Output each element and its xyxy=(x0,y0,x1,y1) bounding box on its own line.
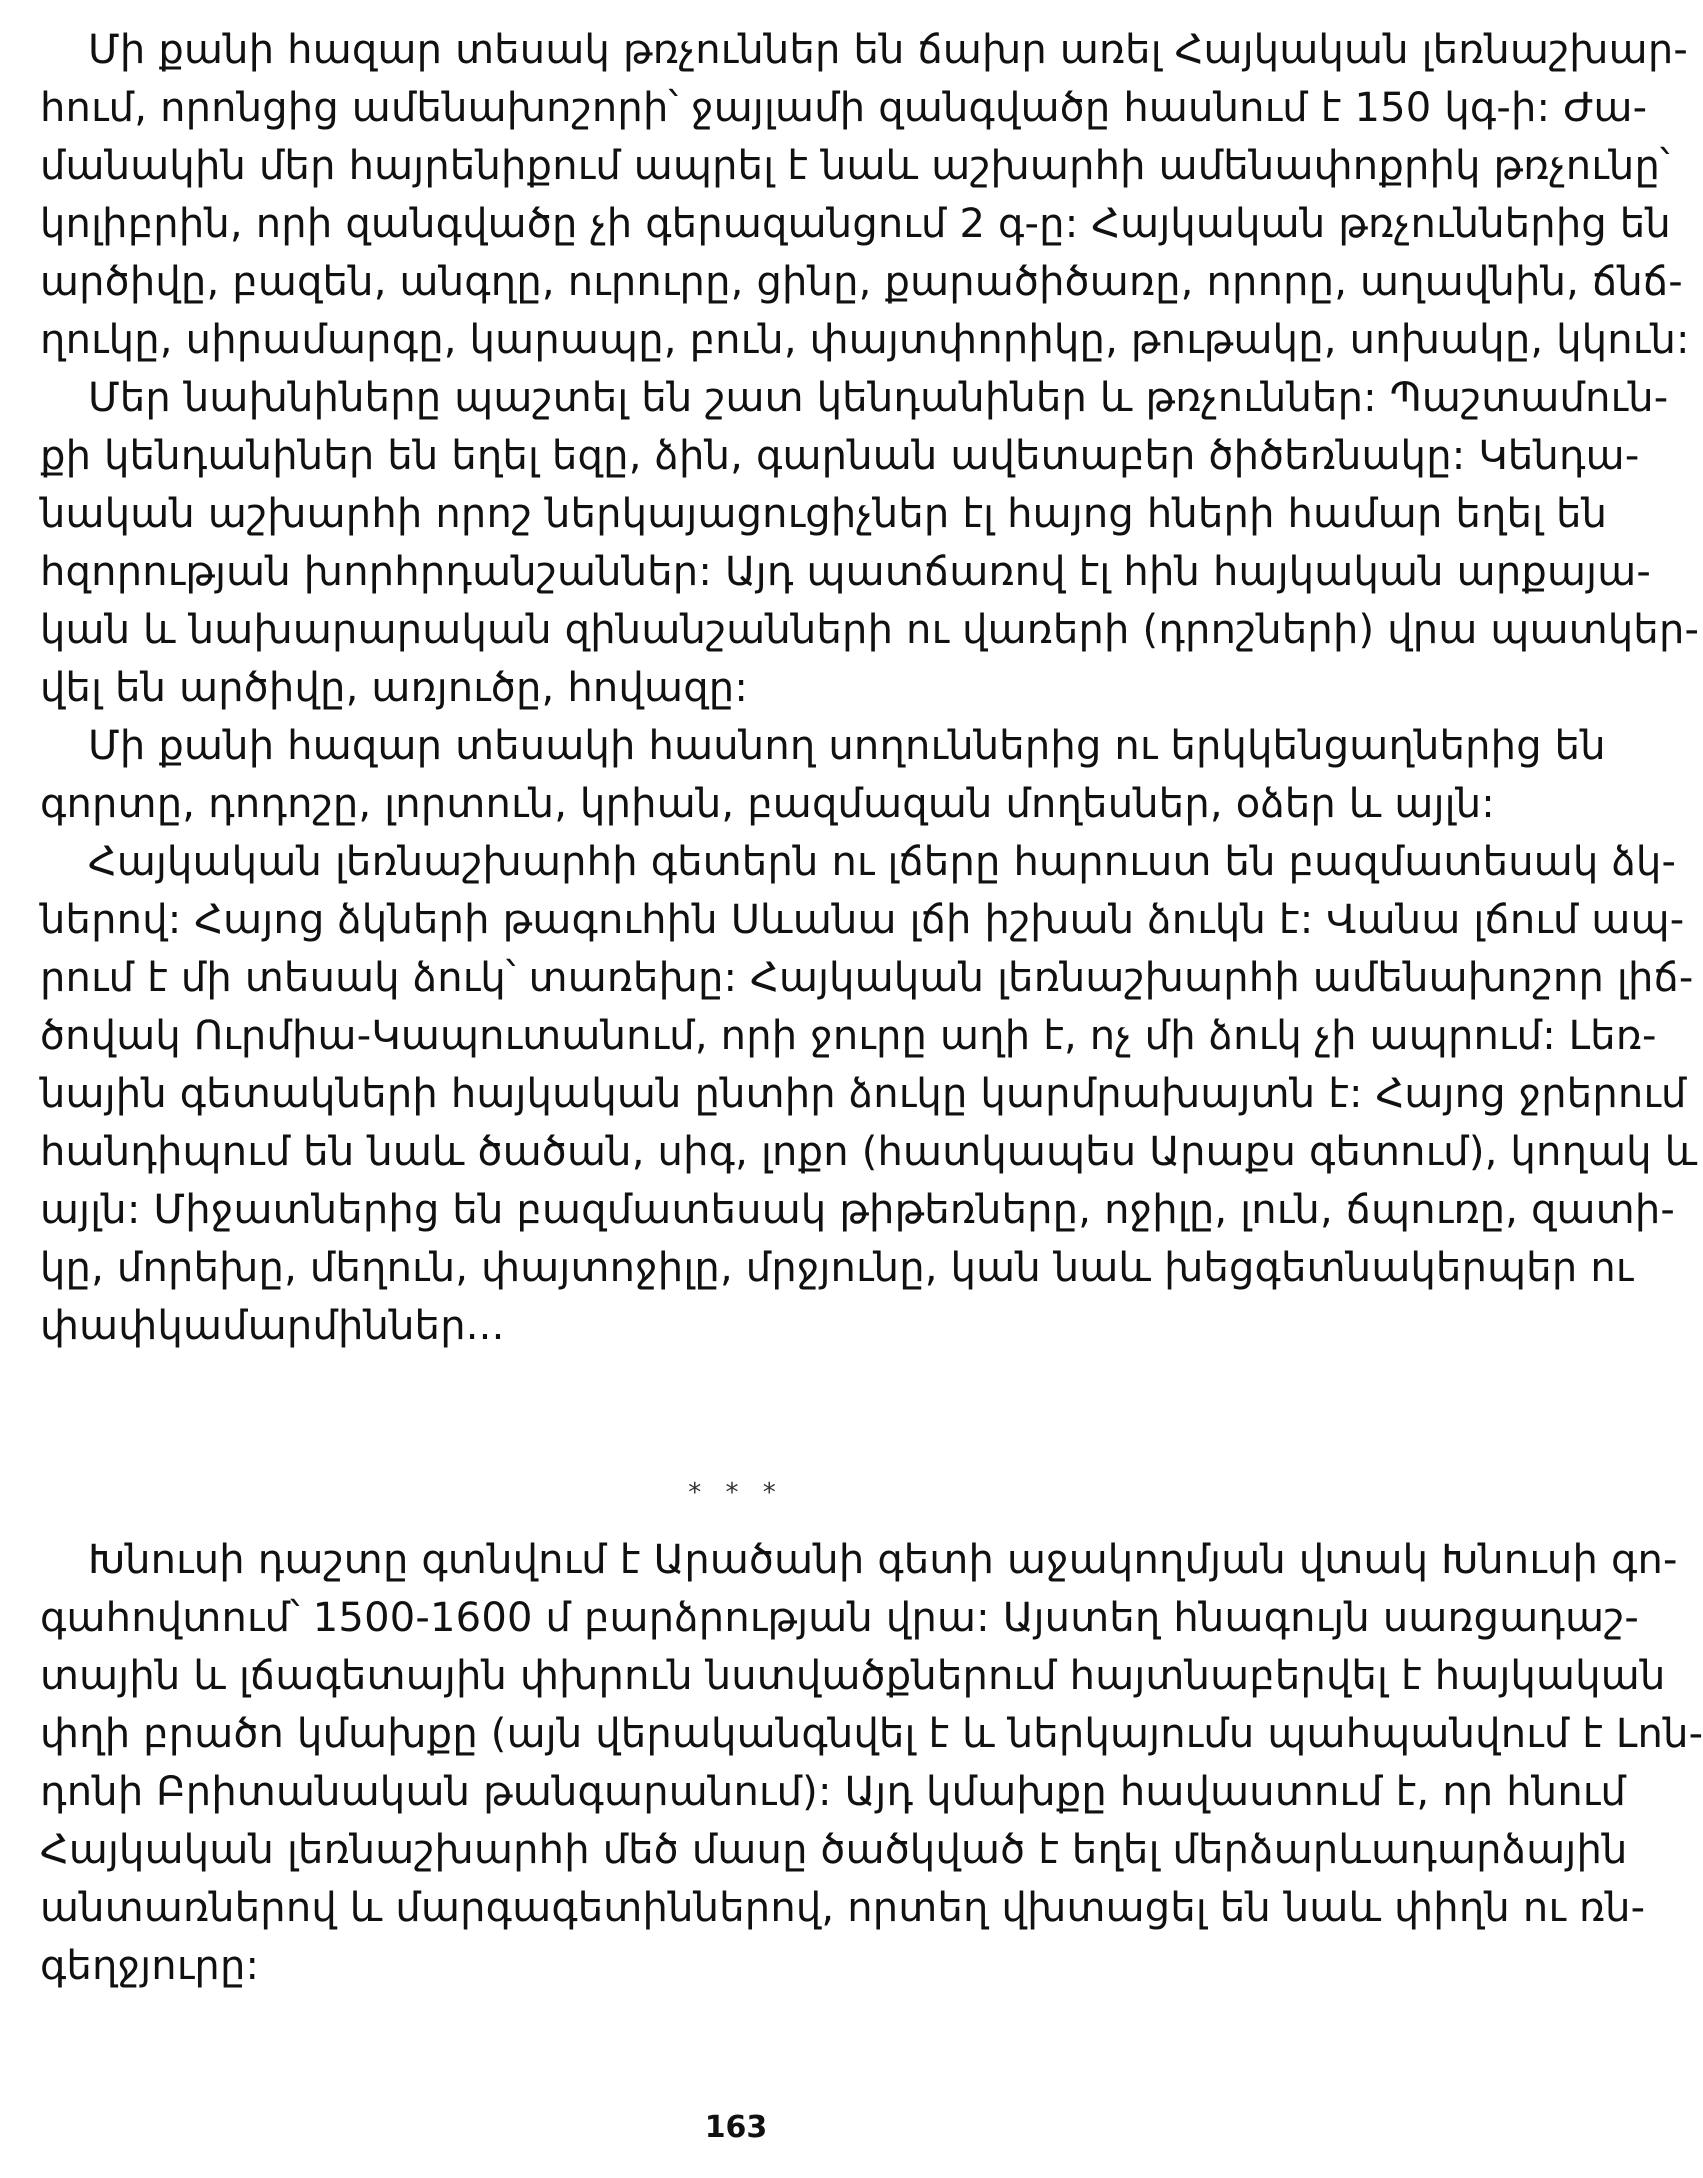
text-line: քի կենդանիներ են եղել եզը, ձին, գարնան ավետաբեր ծիծեռնակը: Կենդա- xyxy=(40,433,1640,479)
text-line: անտառներով և մարգագետիններով, որտեղ վխտացել են նաև փիղն ու ռն- xyxy=(40,1885,1646,1931)
text-line: Մեր նախնիները պաշտել են շատ կենդանիներ և թռչուններ: Պաշտամուն- xyxy=(88,375,1669,421)
text-line: հզորության խորհրդանշաններ: Այդ պատճառով էլ հին հայկական արքայա- xyxy=(40,549,1652,595)
text-line: ղուկը, սիրամարգը, կարապը, բուն, փայտփորիկը, թութակը, սոխակը, կկուն: xyxy=(40,317,1690,363)
text-line: դոնի Բրիտանական թանգարանում): Այդ կմախքը հավաստում է, որ հնում xyxy=(40,1769,1627,1815)
text-line: մանակին մեր հայրենիքում ապրել է նաև աշխարհի ամենափոքրիկ թռչունը՝ xyxy=(40,143,1670,189)
text-line: հում, որոնցից ամենախոշորի՝ ջայլամի զանգվածը հասնում է 150 կգ-ի: Ժա- xyxy=(40,85,1648,131)
text-line: Մի քանի հազար տեսակ թռչուններ են ճախր առել Հայկական լեռնաշխար- xyxy=(88,27,1689,73)
text-line: ներով: Հայոց ձկների թագուհին Սևանա լճի իշխան ձուկն է: Վանա լճում ապ- xyxy=(40,897,1685,943)
text-line: ծովակ Ուրմիա-Կապուտանում, որի ջուրը աղի է, ոչ մի ձուկ չի ապրում: Լեռ- xyxy=(40,1013,1657,1059)
text-line: տային և լճագետային փխրուն նստվածքներում հայտնաբերվել է հայկական xyxy=(40,1653,1666,1699)
text-line: գահովտում՝ 1500-1600 մ բարձրության վրա: Այստեղ հնագույն սառցադաշ- xyxy=(40,1595,1640,1641)
text-line: կը, մորեխը, մեղուն, փայտոջիլը, մրջյունը, կան նաև խեցգետնակերպեր ու xyxy=(40,1245,1634,1291)
text-line: կան և նախարարական զինանշանների ու վառերի (դրոշների) վրա պատկեր- xyxy=(40,607,1700,653)
section-separator: * * * xyxy=(688,1478,784,1508)
text-line: այլն: Միջատներից են բազմատեսակ թիթեռները, ոջիլը, լուն, ճպուռը, զատի- xyxy=(40,1187,1676,1233)
text-line: Հայկական լեռնաշխարհի մեծ մասը ծածկված է եղել մերձարևադարձային xyxy=(40,1827,1628,1873)
text-line: փափկամարմիններ... xyxy=(40,1303,505,1349)
text-line: վել են արծիվը, առյուծը, հովազը: xyxy=(40,665,749,711)
text-line: նական աշխարհի որոշ ներկայացուցիչներ էլ հայոց հների համար եղել են xyxy=(40,491,1608,537)
text-line: րում է մի տեսակ ձուկ՝ տառեխը: Հայկական լեռնաշխարհի ամենախոշոր լիճ- xyxy=(40,955,1694,1001)
text-line: կոլիբրին, որի զանգվածը չի գերազանցում 2 գ-ը: Հայկական թռչուններից են xyxy=(40,201,1671,247)
text-line: Խնուսի դաշտը գտնվում է Արածանի գետի աջակողմյան վտակ Խնուսի գո- xyxy=(88,1537,1678,1583)
text-line: արծիվը, բազեն, անգղը, ուրուրը, ցինը, քարածիծառը, որորը, աղավնին, ճնճ- xyxy=(40,259,1683,305)
text-line: Հայկական լեռնաշխարհի գետերն ու լճերը հարուստ են բազմատեսակ ձկ- xyxy=(88,839,1677,885)
text-line: գեղջյուրը: xyxy=(40,1943,260,1989)
text-line: գորտը, դոդոշը, լորտուն, կրիան, բազմազան մողեսներ, օձեր և այլն: xyxy=(40,781,1495,827)
page-number: 163 xyxy=(704,2110,768,2145)
text-line: նային գետակների հայկական ընտիր ձուկը կարմրախայտն է: Հայոց ջրերում xyxy=(40,1071,1687,1117)
text-line: Մի քանի հազար տեսակի հասնող սողուններից ու երկկենցաղներից են xyxy=(88,723,1606,769)
text-line: փղի բրածո կմախքը (այն վերականգնվել է և ներկայումս պահպանվում է Լոն- xyxy=(40,1711,1703,1757)
text-line: հանդիպում են նաև ծածան, սիգ, լոքո (հատկապես Արաքս գետում), կողակ և xyxy=(40,1129,1698,1175)
